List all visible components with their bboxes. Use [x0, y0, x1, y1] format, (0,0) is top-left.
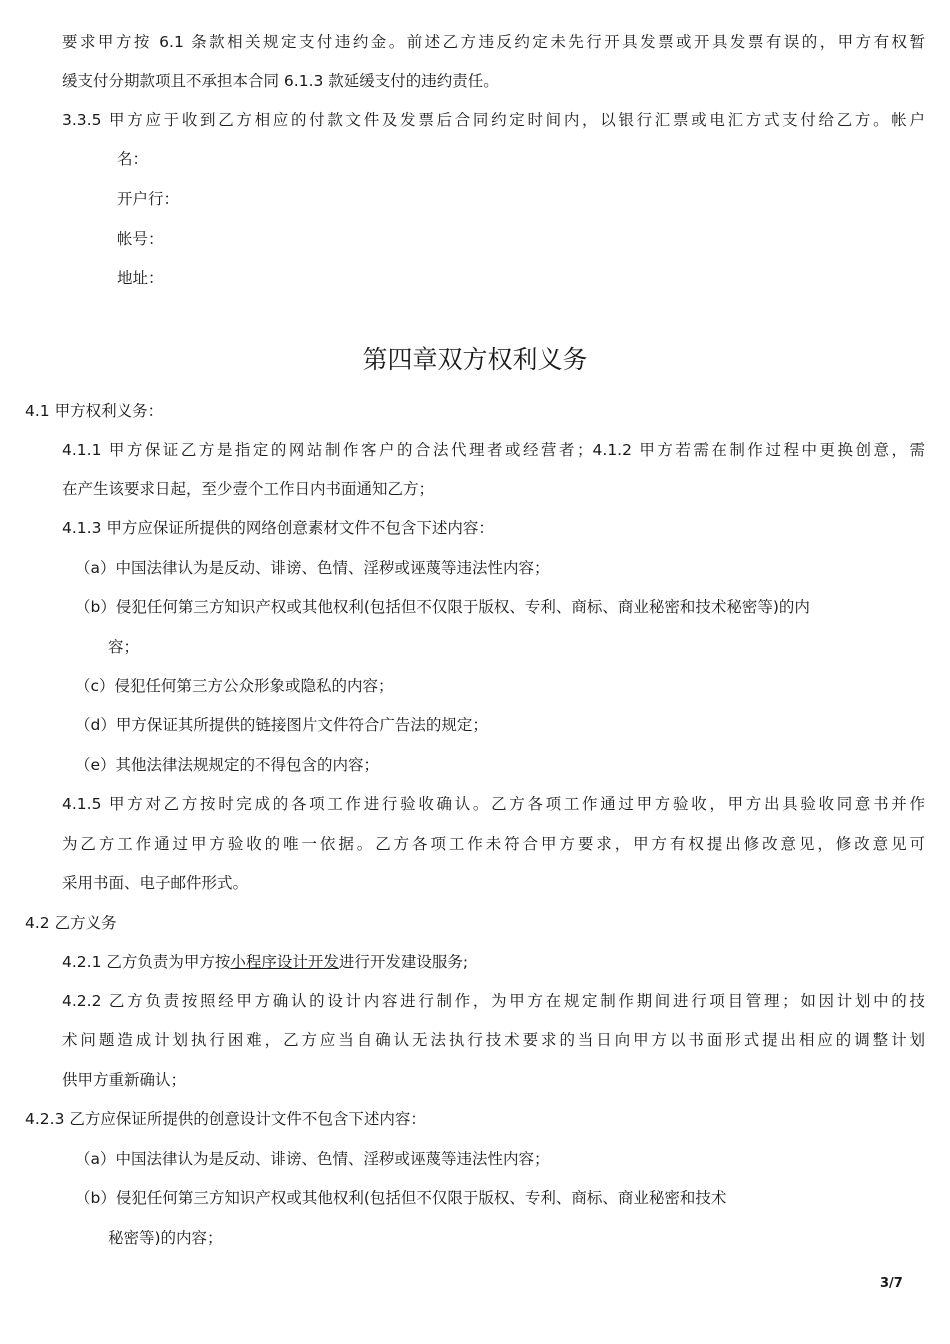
- list-item: （a）中国法律认为是反动、诽谤、色情、淫秽或诬蔑等违法性内容；: [75, 1150, 550, 1168]
- text-line: 术问题造成计划执行困难，乙方应当自确认无法执行技术要求的当日向甲方以书面形式提出相应的调整计划: [62, 1031, 925, 1049]
- text-line: 采用书面、电子邮件形式。: [62, 874, 249, 892]
- clause-4-1-3: 4.1.3 甲方应保证所提供的网络创意素材文件不包含下述内容：: [62, 519, 494, 537]
- text-line: 缓支付分期款项且不承担本合同 6.1.3 款延缓支付的违约责任。: [62, 72, 499, 90]
- clause-4-1-5: 4.1.5 甲方对乙方按时完成的各项工作进行验收确认。乙方各项工作通过甲方验收，甲方出具验收同意书并作: [62, 795, 925, 813]
- list-item: （c）侵犯任何第三方公众形象或隐私的内容；: [75, 677, 394, 695]
- address-label: 地址：: [117, 269, 164, 287]
- text-line: 为乙方工作通过甲方验收的唯一依据。乙方各项工作未符合甲方要求，甲方有权提出修改意见，修改意见可: [62, 835, 925, 853]
- clause-4-2-3: 4.2.3 乙方应保证所提供的创意设计文件不包含下述内容：: [25, 1110, 426, 1128]
- account-name-label: 名：: [117, 150, 149, 168]
- list-item: （d）甲方保证其所提供的链接图片文件符合广告法的规定；: [75, 716, 488, 734]
- list-item: （b）侵犯任何第三方知识产权或其他权利(包括但不仅限于版权、专利、商标、商业秘密和技术秘密等)的内: [75, 598, 810, 616]
- clause-text: 4.2.1 乙方负责为甲方按: [62, 953, 231, 971]
- text-line: 供甲方重新确认；: [62, 1071, 187, 1089]
- chapter-title: 第四章双方权利义务: [362, 345, 588, 374]
- clause-4-2-2: 4.2.2 乙方负责按照经甲方确认的设计内容进行制作，为甲方在规定制作期间进行项目管理；如因计划中的技: [62, 992, 925, 1010]
- list-item: （b）侵犯任何第三方知识产权或其他权利(包括但不仅限于版权、专利、商标、商业秘密和技术: [75, 1189, 727, 1207]
- section-4-1: 4.1 甲方权利义务：: [25, 402, 164, 420]
- page-number: 3/7: [880, 1276, 903, 1291]
- text-line: 秘密等)的内容；: [108, 1229, 223, 1247]
- list-item: （e）其他法律法规规定的不得包含的内容；: [75, 756, 380, 774]
- clause-4-2-1: [62, 952, 468, 972]
- clause-4-1-1: 4.1.1 甲方保证乙方是指定的网站制作客户的合法代理者或经营者；4.1.2 甲方若需在制作过程中更换创意，需: [62, 441, 925, 459]
- underlined-service-name: 小程序设计开发: [230, 953, 339, 971]
- text-line: 要求甲方按 6.1 条款相关规定支付违约金。前述乙方违反约定未先行开具发票或开具发票有误的，甲方有权暂: [62, 33, 925, 51]
- clause-text: 进行开发建设服务;: [338, 953, 469, 971]
- account-number-label: 帐号：: [117, 230, 164, 248]
- section-4-2: 4.2 乙方义务: [25, 914, 117, 932]
- clause-3-3-5: 3.3.5 甲方应于收到乙方相应的付款文件及发票后合同约定时间内，以银行汇票或电汇方式支付给乙方。帐户: [62, 111, 925, 129]
- text-line: 容；: [108, 638, 140, 656]
- text-line: 在产生该要求日起，至少壹个工作日内书面通知乙方；: [62, 480, 435, 498]
- bank-label: 开户行：: [117, 190, 180, 208]
- list-item: （a）中国法律认为是反动、诽谤、色情、淫秽或诬蔑等违法性内容；: [75, 559, 550, 577]
